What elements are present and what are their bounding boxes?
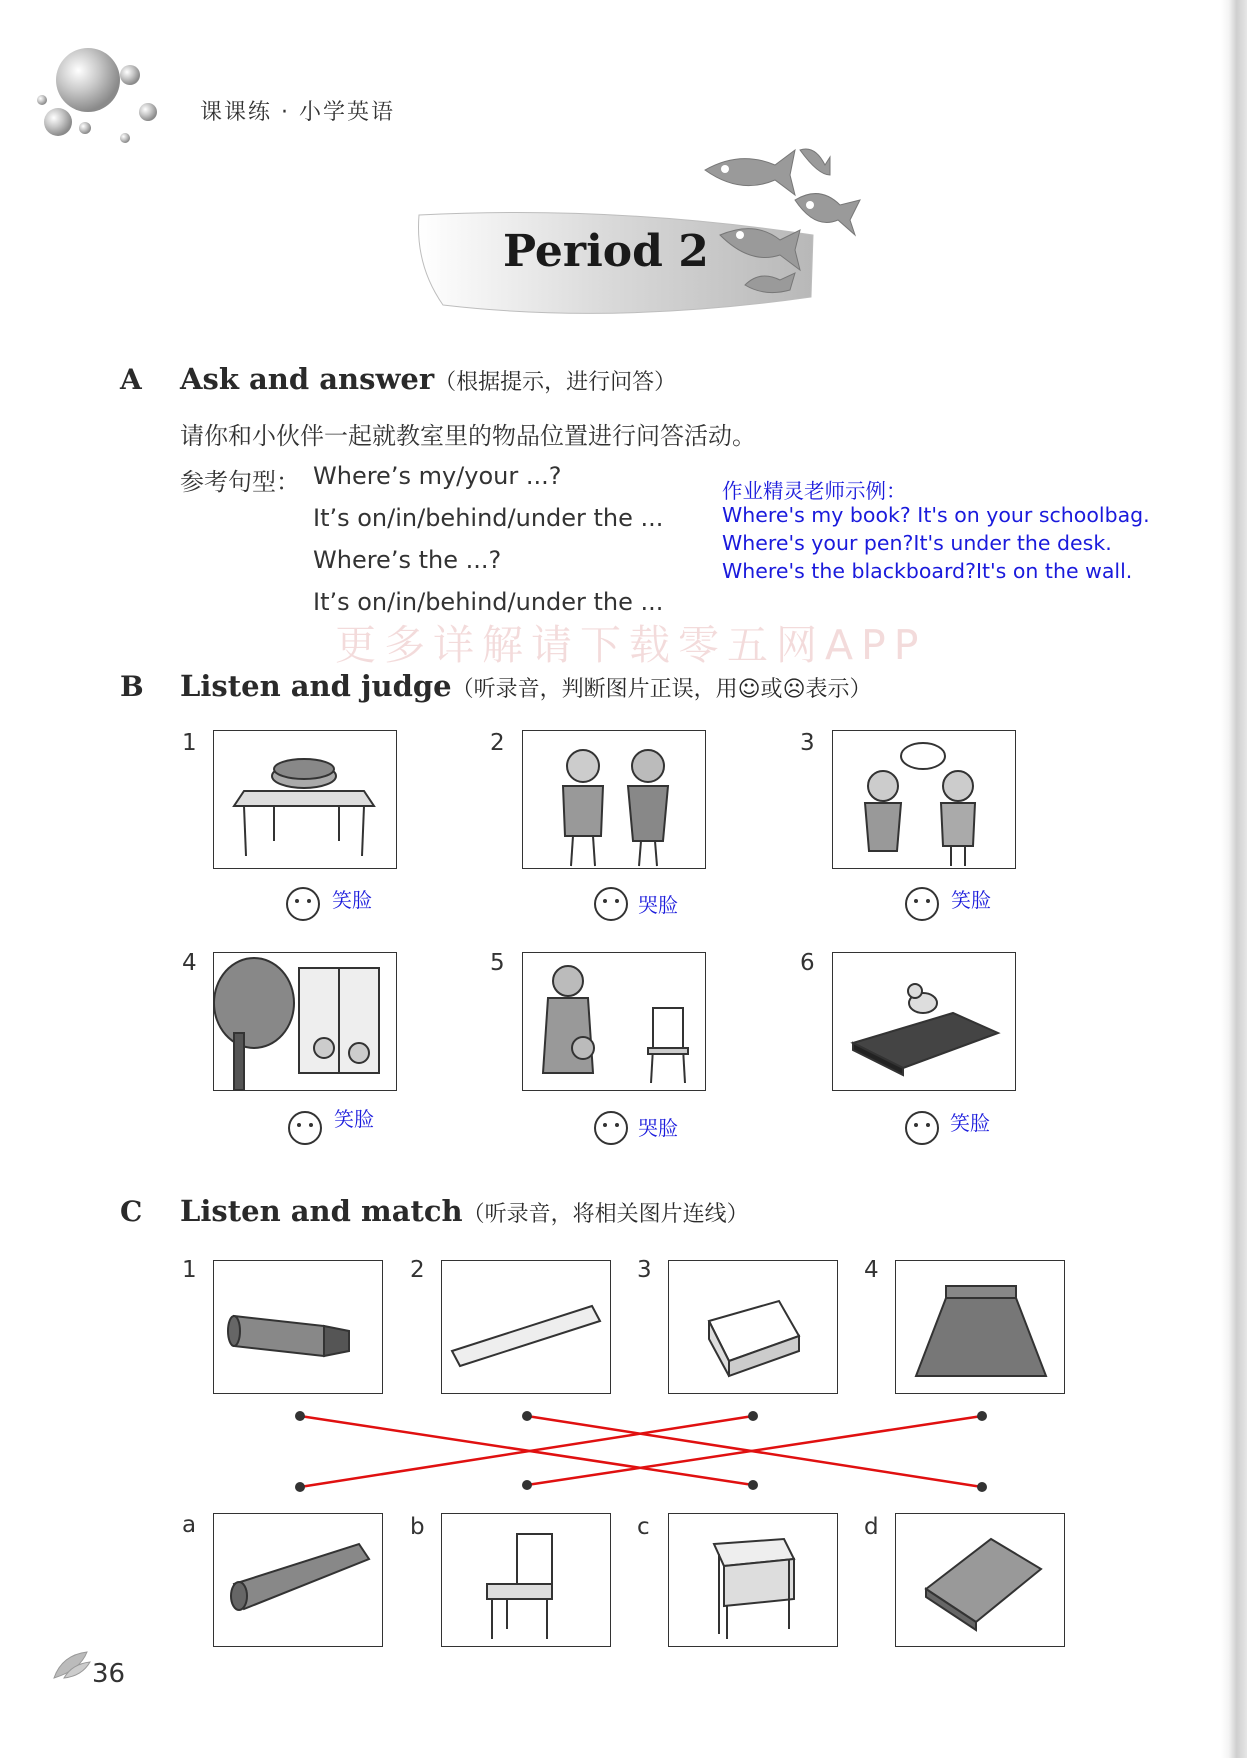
- example-line: Where's your pen?It's under the desk.: [722, 531, 1112, 555]
- item-number: 5: [490, 950, 505, 976]
- pattern-line: It’s on/in/behind/under the ...: [313, 588, 664, 616]
- section-a-instruction: 请你和小伙伴一起就教室里的物品位置进行问答活动。: [180, 422, 756, 450]
- answer-label: 笑脸: [951, 888, 991, 912]
- sad-face-icon: ☹: [782, 677, 806, 702]
- ruler-picture: [441, 1260, 611, 1394]
- example-line: Where's the blackboard?It's on the wall.: [722, 559, 1133, 583]
- smile-face-icon: ☺: [737, 677, 761, 702]
- chair-picture: [441, 1513, 611, 1647]
- item-number: 6: [800, 950, 815, 976]
- section-a-subtitle: （根据提示，进行问答）: [434, 370, 677, 395]
- item-letter: b: [410, 1514, 425, 1540]
- item-number: 1: [182, 1257, 197, 1283]
- section-c-letter: C: [120, 1195, 143, 1228]
- cake-on-table-picture: [213, 730, 397, 869]
- page-number: 36: [92, 1659, 126, 1689]
- book-picture: [895, 1513, 1065, 1647]
- pencil-case-picture: [213, 1513, 383, 1647]
- skirt-picture: [895, 1260, 1065, 1394]
- face-circle-icon: [904, 1110, 940, 1146]
- example-line: Where's my book? It's on your schoolbag.: [722, 503, 1150, 527]
- section-c-title: Listen and match: [180, 1194, 463, 1228]
- match-dot[interactable]: [748, 1480, 758, 1490]
- bubbles-decoration: [30, 40, 170, 150]
- bird-on-book-picture: [832, 952, 1016, 1091]
- pattern-line: Where’s my/your ...?: [313, 462, 562, 490]
- pattern-line: It’s on/in/behind/under the ...: [313, 504, 664, 532]
- match-dot[interactable]: [522, 1480, 532, 1490]
- item-number: 2: [490, 730, 505, 756]
- section-a-letter: A: [120, 363, 142, 396]
- answer-label: 笑脸: [332, 888, 372, 912]
- children-thinking-picture: [832, 730, 1016, 869]
- header-title: 课课练 · 小学英语: [200, 100, 395, 125]
- match-dot[interactable]: [748, 1411, 758, 1421]
- match-dot[interactable]: [977, 1411, 987, 1421]
- item-letter: d: [864, 1514, 879, 1540]
- desk-picture: [668, 1513, 838, 1647]
- match-dot[interactable]: [295, 1411, 305, 1421]
- mother-child-chair-picture: [522, 952, 706, 1091]
- answer-label: 笑脸: [950, 1111, 990, 1135]
- period-title: Period 2: [503, 226, 709, 277]
- item-letter: a: [182, 1512, 197, 1538]
- match-dot[interactable]: [295, 1482, 305, 1492]
- section-b-title: Listen and judge: [180, 669, 452, 703]
- answer-label: 笑脸: [334, 1107, 374, 1131]
- section-b-subtitle-or: 或: [760, 677, 783, 702]
- item-number: 1: [182, 730, 197, 756]
- section-b-letter: B: [120, 670, 144, 703]
- match-lines: [0, 1400, 1247, 1510]
- item-letter: c: [637, 1514, 650, 1540]
- answer-label: 哭脸: [638, 893, 678, 917]
- match-dot[interactable]: [522, 1411, 532, 1421]
- face-circle-icon: [593, 1110, 629, 1146]
- face-circle-icon: [593, 886, 629, 922]
- boy-and-girl-picture: [522, 730, 706, 869]
- example-heading: 作业精灵老师示例：: [722, 479, 907, 503]
- watermark: 更多详解请下载零五网APP: [335, 621, 927, 669]
- leaf-icon: [52, 1650, 92, 1680]
- item-number: 2: [410, 1257, 425, 1283]
- section-a-title: Ask and answer: [180, 362, 435, 396]
- glue-stick-picture: [213, 1260, 383, 1394]
- face-circle-icon: [287, 1110, 323, 1146]
- item-number: 4: [864, 1257, 879, 1283]
- section-b-subtitle-1: （听录音，判断图片正误，用: [451, 677, 738, 702]
- match-dot[interactable]: [977, 1482, 987, 1492]
- section-c-subtitle: （听录音，将相关图片连线）: [462, 1202, 749, 1227]
- fish-decoration-icon: [700, 145, 870, 295]
- answer-label: 哭脸: [638, 1116, 678, 1140]
- face-circle-icon: [285, 886, 321, 922]
- item-number: 3: [800, 730, 815, 756]
- section-a-heading: [180, 362, 676, 396]
- tree-window-picture: [213, 952, 397, 1091]
- eraser-picture: [668, 1260, 838, 1394]
- face-circle-icon: [904, 886, 940, 922]
- section-c-heading: [180, 1194, 749, 1228]
- item-number: 4: [182, 950, 197, 976]
- item-number: 3: [637, 1257, 652, 1283]
- section-a-ref-label: 参考句型：: [180, 468, 300, 496]
- pattern-line: Where’s the ...?: [313, 546, 502, 574]
- section-b-heading: [180, 669, 872, 703]
- section-b-subtitle-2: 表示）: [805, 677, 872, 702]
